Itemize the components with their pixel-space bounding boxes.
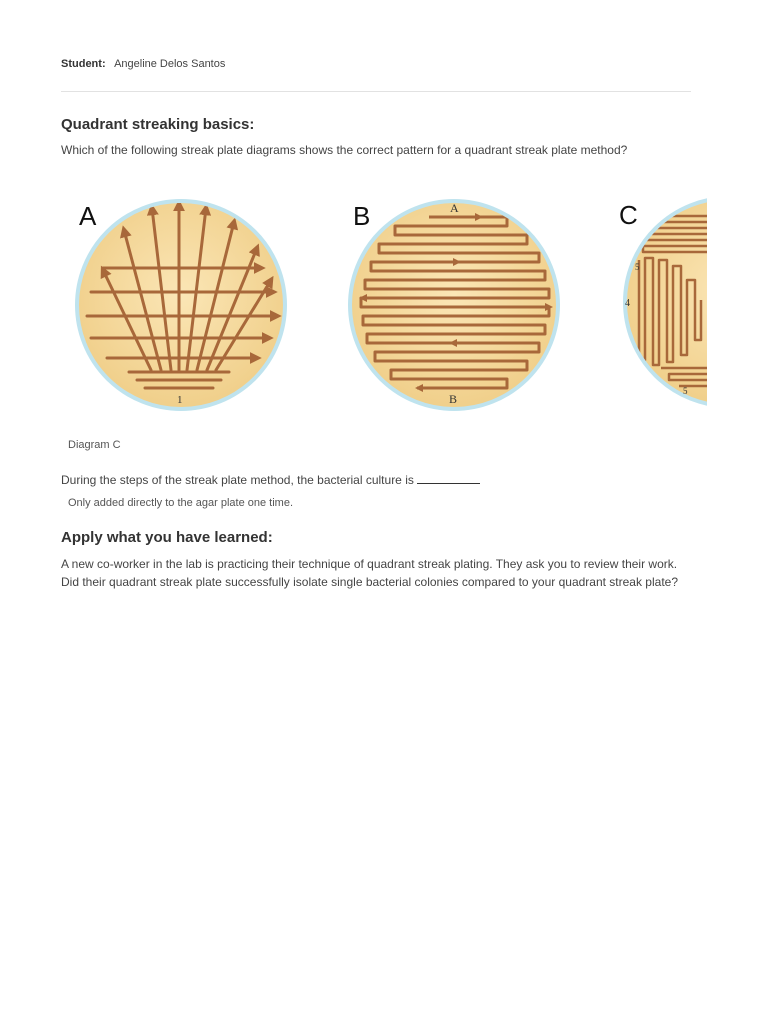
plate-a-letter: A [79, 201, 97, 231]
fill-in-blank [417, 471, 480, 484]
section-heading-apply: Apply what you have learned: [61, 529, 273, 546]
student-name: Angeline Delos Santos [114, 58, 226, 70]
question-2-prompt: During the steps of the streak plate method, the bacterial culture is [61, 473, 414, 487]
plate-a-mark-1: 1 [177, 394, 183, 406]
plate-b-mark-b: B [449, 392, 458, 406]
streak-plate-figure [61, 190, 707, 420]
plate-b-letter: B [353, 201, 371, 231]
plate-c-mark-2: 4 [625, 298, 630, 309]
plate-c [619, 198, 707, 406]
question-3-text: A new co-worker in the lab is practicing their technique of quadrant streak plating. They ask you to review their work. Did their quadrant streak plate successfully isolate single bacterial colonies compared to your quadrant streak plate? [61, 557, 679, 589]
plate-c-mark-1: 5 [635, 262, 640, 272]
answer-1-text: Diagram C [68, 439, 121, 451]
plate-c-mark-3: 5 [683, 386, 688, 396]
plate-b [350, 201, 558, 409]
plate-c-letter: C [619, 200, 638, 230]
question-1-text: Which of the following streak plate diagrams shows the correct pattern for a quadrant streak plate method? [61, 143, 628, 157]
student-line [61, 58, 225, 70]
plate-a [77, 201, 285, 409]
answer-2-text: Only added directly to the agar plate one time. [68, 497, 294, 509]
header-divider [61, 91, 691, 92]
student-label: Student: [61, 58, 106, 70]
section-heading-quadrant-basics: Quadrant streaking basics: [61, 116, 255, 133]
plate-b-mark-a: A [450, 201, 459, 215]
question-2-text [61, 471, 693, 489]
